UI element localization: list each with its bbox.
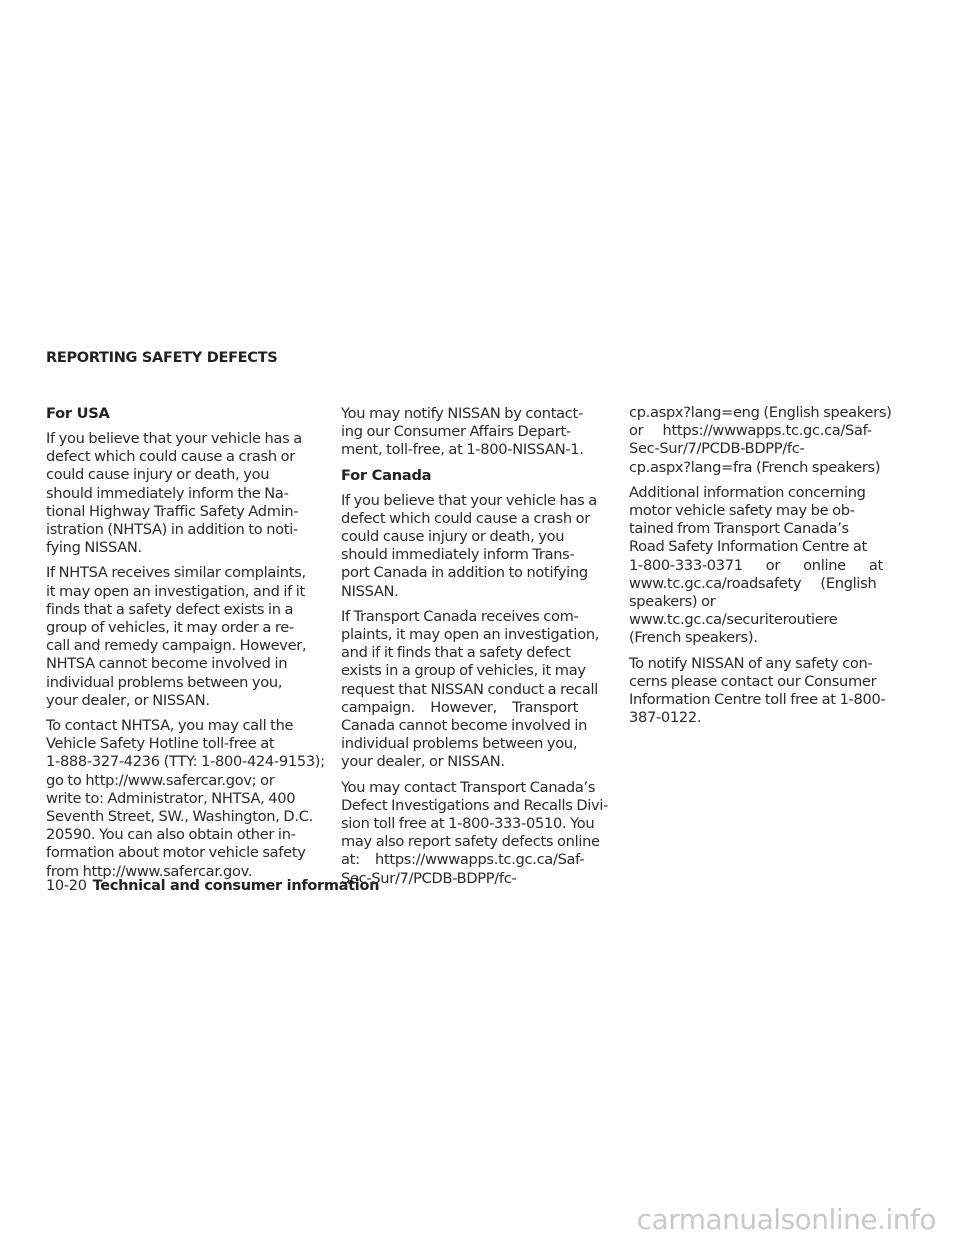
canada-paragraph: If Transport Canada receives com- plaints, it may open an investigation, and if it finds that a safety defect exists in a group of vehicles, it may request that NISSAN conduct a recall campaign. However, Transport Canada cannot become involved in individual problems between you, your dealer, or NISSAN.: [341, 607, 600, 771]
page-footer: [46, 878, 379, 894]
canada-paragraph: You may contact Transport Canada’s Defect Investigations and Recalls Divi- sion toll free at 1-800-333-0510. You may also report safety defects online at: https://wwwapps.tc.gc.ca/Saf- Sec-Sur/7/PCDB-BDPP/fc-: [341, 778, 609, 887]
chapter-title: Technical and consumer information: [92, 878, 380, 894]
usa-paragraph: If you believe that your vehicle has a defect which could cause a crash or could cause injury or death, you should immediately inform the Na- tional Highway Traffic Safety Admin- istration (NHTSA) in addition to noti- fying NISSAN.: [46, 430, 302, 557]
usa-heading: For USA: [46, 405, 110, 422]
section-title: REPORTING SAFETY DEFECTS: [46, 350, 278, 366]
canada-paragraph: cp.aspx?lang=eng (English speakers) or https://wwwapps.tc.gc.ca/Saf- Sec-Sur/7/PCDB-BDPP/fc- cp.aspx?lang=fra (French speakers): [629, 404, 892, 476]
column-3: [629, 404, 907, 734]
watermark: carmanualsonline.info: [636, 1203, 936, 1236]
canada-heading: For Canada: [341, 466, 432, 484]
usa-paragraph: If NHTSA receives similar complaints, it may open an investigation, and if it finds that a safety defect exists in a group of vehicles, it may order a re- call and remedy campaign. However, NHTSA cannot become involved in individual problems between you, your dealer, or NISSAN.: [46, 564, 307, 709]
column-1: [46, 405, 324, 888]
page-number: 10-20: [46, 878, 87, 894]
usa-paragraph: To contact NHTSA, you may call the Vehicle Safety Hotline toll-free at 1-888-327-4236 (TTY: 1-800-424-9153); go to http://www.safercar.gov; or write to: Administrator, NHTSA, 400 Seventh Street, SW., Washington, D.C. 20590. You can also obtain other in- formation about motor vehicle safety from http://www.safercar.gov.: [46, 717, 325, 880]
canada-paragraph: Additional information concerning motor vehicle safety may be ob- tained from Transport Canada’s Road Safety Information Centre at 1-800-333-0371 or online at www.tc.gc.ca/roadsafety (English speakers) or www.tc.gc.ca/securiteroutiere (French speakers).: [629, 483, 883, 647]
canada-paragraph: To notify NISSAN of any safety con- cerns please contact our Consumer Information Centre toll free at 1-800- 387-0122.: [629, 654, 886, 727]
column-2: [341, 405, 619, 895]
nissan-notify-paragraph: You may notify NISSAN by contact- ing our Consumer Affairs Depart- ment, toll-free, at 1-800-NISSAN-1.: [341, 405, 584, 459]
canada-paragraph: If you believe that your vehicle has a defect which could cause a crash or could cause injury or death, you should immediately inform Trans- port Canada in addition to notifying NISSAN.: [341, 491, 597, 600]
